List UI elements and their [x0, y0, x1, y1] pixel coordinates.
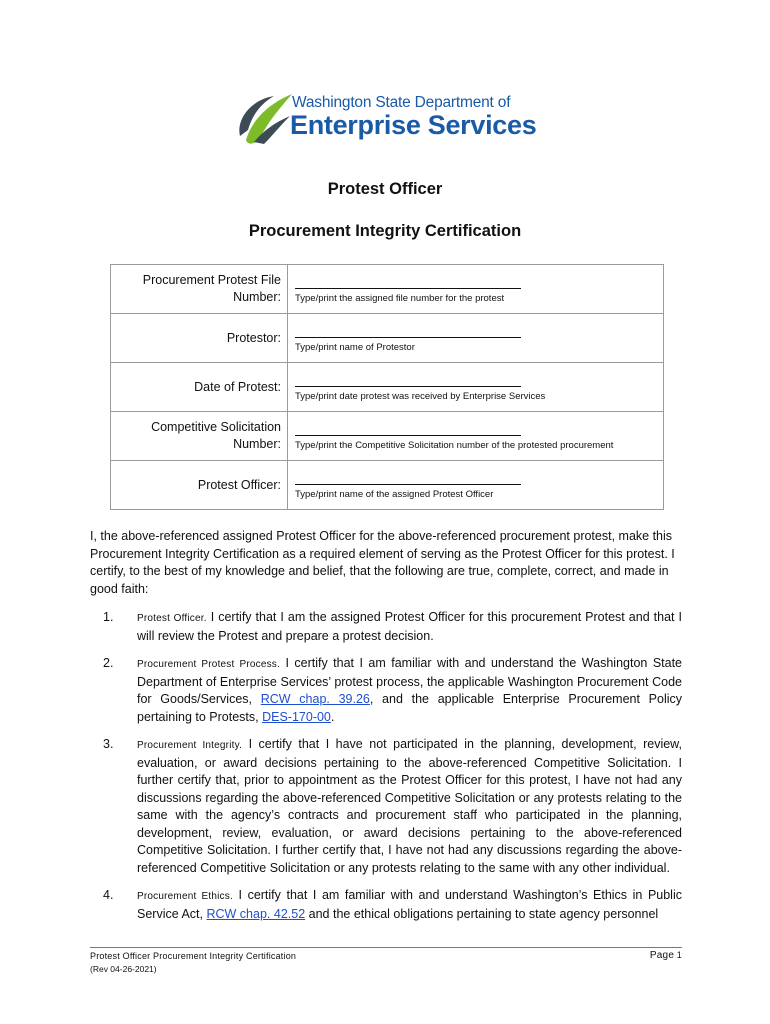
des-logo — [234, 90, 544, 150]
item-heading: Procurement Ethics. — [137, 891, 233, 902]
date-of-protest-field[interactable] — [288, 363, 664, 412]
file-number-field[interactable] — [288, 265, 664, 314]
certification-form-table — [110, 264, 664, 510]
item-text: I certify that I am the assigned Protest Officer for this procurement Protest and that I will review the Protest and prepare a protest decision. — [137, 610, 682, 643]
footer-doc-title: Protest Officer Procurement Integrity Certification — [90, 951, 297, 961]
date-of-protest-blank[interactable] — [295, 374, 521, 387]
date-of-protest-label: Date of Protest: — [111, 363, 288, 412]
footer-revision: (Rev 04-26-2021) — [90, 964, 157, 974]
protestor-hint: Type/print name of Protestor — [295, 342, 415, 353]
list-item — [90, 887, 682, 923]
solicitation-number-field[interactable] — [288, 412, 664, 461]
form-row-protestor — [111, 314, 664, 363]
des-170-00-link[interactable]: DES-170-00 — [262, 709, 331, 724]
document-title: Protest Officer — [327, 180, 443, 198]
item-text: and the ethical obligations pertaining to state agency personnel — [308, 906, 659, 921]
logo-line1: Washington State Department of — [292, 94, 511, 111]
footer-page-number — [600, 950, 682, 961]
file-number-label: Procurement Protest File Number: — [111, 265, 288, 314]
form-row-date — [111, 363, 664, 412]
footer-page-value: 1 — [676, 950, 682, 960]
protestor-blank[interactable] — [295, 325, 521, 338]
protest-officer-hint: Type/print name of the assigned Protest Officer — [295, 489, 494, 500]
item-heading: Procurement Integrity. — [137, 740, 243, 751]
file-number-blank[interactable] — [295, 276, 521, 289]
item-heading: Procurement Protest Process. — [137, 659, 280, 670]
file-number-hint: Type/print the assigned file number for the protest — [295, 293, 505, 304]
item-heading: Protest Officer. — [137, 613, 207, 624]
protest-officer-label: Protest Officer: — [111, 461, 288, 510]
item-text: I certify that I am familiar with and understand Washington’s Ethics in Public Service Act, — [137, 888, 682, 921]
item-number: 4. — [103, 888, 114, 902]
intro-paragraph: I, the above-referenced assigned Protest Officer for the above-referenced procurement protest, make this Procurement Integrity Certification as a required element of serving as the Protest Officer for this protest. I certify, to the best of my knowledge and belief, that the following are true, complete, correct, and made in good faith: — [90, 529, 675, 596]
item-number: 2. — [103, 656, 114, 670]
form-row-solicitation — [111, 412, 664, 461]
protest-officer-blank[interactable] — [295, 472, 521, 485]
protestor-field[interactable] — [288, 314, 664, 363]
form-row-file-number — [111, 265, 664, 314]
item-text: I certify that I am familiar with and understand the Washington State Department of Enterprise Services’ protest process, the applicable Washington Procurement Code for Goods/Services, — [137, 656, 683, 706]
list-item — [90, 655, 682, 726]
rcw-42-52-link[interactable]: RCW chap. 42.52 — [206, 906, 306, 921]
document-subtitle: Procurement Integrity Certification — [248, 222, 522, 240]
certification-items — [90, 609, 682, 933]
logo-line2: Enterprise Services — [290, 110, 537, 140]
footer-page-label: Page — [649, 950, 675, 961]
item-number: 1. — [103, 610, 114, 624]
solicitation-number-label: Competitive Solicitation Number: — [111, 412, 288, 461]
item-text: . — [330, 709, 335, 724]
protestor-label: Protestor: — [111, 314, 288, 363]
protest-officer-field[interactable] — [288, 461, 664, 510]
date-of-protest-hint: Type/print date protest was received by Enterprise Services — [295, 391, 546, 402]
footer-divider — [90, 947, 682, 948]
solicitation-number-hint: Type/print the Competitive Solicitation number of the protested procurement — [295, 440, 614, 451]
solicitation-number-blank[interactable] — [295, 423, 521, 436]
item-number: 3. — [103, 737, 114, 751]
form-row-protest-officer — [111, 461, 664, 510]
rcw-39-26-link[interactable]: RCW chap. 39.26 — [260, 692, 370, 706]
des-swoosh-logo-icon — [234, 90, 294, 148]
list-item — [90, 609, 682, 645]
item-text: , and the applicable Enterprise Procurement Policy pertaining to Protests, — [137, 692, 682, 724]
item-text: I certify that I have not participated in the planning, development, review, evaluation, or award decisions pertaining to the above-referenced Competitive Solicitation. I further certify that, prior to appointment as the Protest Officer for this protest, I have not had any discussions regarding the above-referenced Competitive Solicitation or any protests relating to the same with the agency’s contracts and procurement staff who participated in the planning, development, review, evaluation, or award decisions pertaining to the above-referenced Competitive Solicitation. I further certify that, I have not had any discussions regarding the above-referenced Competitive Solicitation or any protests relating to the same with any other individual. — [137, 737, 682, 875]
list-item — [90, 736, 682, 877]
